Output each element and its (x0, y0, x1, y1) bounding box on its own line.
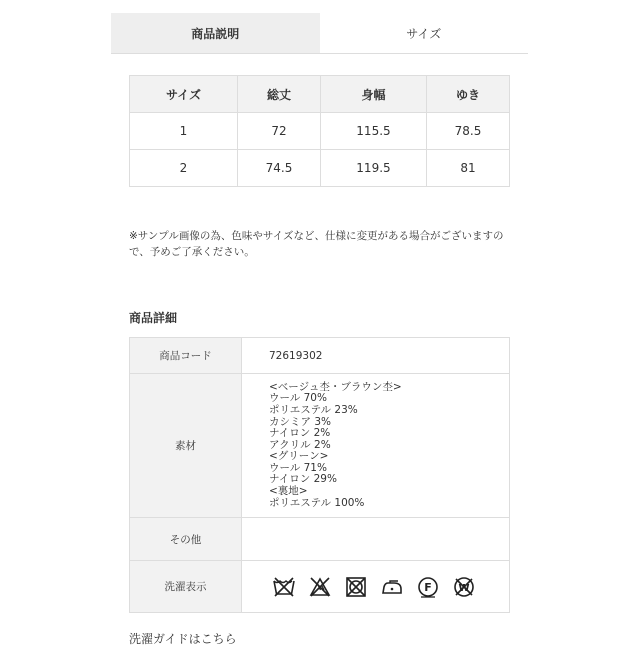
table-row (130, 338, 510, 374)
material-line: <裏地> (269, 485, 308, 498)
column-header: 総丈 (237, 76, 320, 113)
table-row (130, 374, 510, 518)
tab-bar (111, 13, 528, 54)
table-row (130, 113, 510, 150)
care-icon-row (272, 575, 509, 599)
material-line: アクリル 2% (269, 438, 331, 451)
column-header: ゆき (426, 76, 509, 113)
material-line: カシミア 3% (269, 415, 331, 428)
product-code-value: 72619302 (242, 338, 510, 374)
table-row (130, 150, 510, 187)
table-cell: 72 (237, 113, 320, 150)
no-tumble-dry-icon (344, 575, 368, 599)
size-table (129, 75, 510, 187)
iron-low-icon (380, 575, 404, 599)
washing-guide-link[interactable]: 洗濯ガイドはこちら (129, 632, 237, 646)
material-label: 素材 (130, 374, 242, 518)
size-table-header (130, 76, 510, 113)
no-bleach-icon (308, 575, 332, 599)
table-cell: 78.5 (426, 113, 509, 150)
column-header: 身幅 (321, 76, 427, 113)
dry-clean-f-icon (416, 575, 440, 599)
table-cell: 2 (130, 150, 238, 187)
table-cell: 74.5 (237, 150, 320, 187)
svg-text:F: F (424, 580, 432, 594)
material-line: ウール 71% (269, 461, 327, 474)
table-cell: 81 (426, 150, 509, 187)
table-cell: 1 (130, 113, 238, 150)
material-line: ポリエステル 23% (269, 403, 358, 416)
material-line: <ベージュ杢・ブラウン杢> (269, 380, 402, 393)
material-line: ナイロン 29% (269, 473, 337, 486)
material-line: ウール 70% (269, 392, 327, 405)
column-header: サイズ (130, 76, 238, 113)
material-line: ナイロン 2% (269, 427, 331, 440)
other-label: その他 (130, 518, 242, 561)
tab-description[interactable]: 商品説明 (111, 13, 320, 53)
table-row (130, 561, 510, 613)
details-title: 商品詳細 (129, 311, 178, 325)
other-value (242, 518, 510, 561)
product-code-label: 商品コード (130, 338, 242, 374)
no-wet-clean-icon (452, 575, 476, 599)
table-cell: 119.5 (321, 150, 427, 187)
washing-icons-cell (242, 561, 510, 613)
no-wash-icon (272, 575, 296, 599)
material-value (242, 374, 510, 518)
washing-label: 洗濯表示 (130, 561, 242, 613)
table-cell: 115.5 (321, 113, 427, 150)
material-line: <グリーン> (269, 450, 329, 463)
svg-text:W: W (458, 582, 470, 594)
material-line: ポリエステル 100% (269, 496, 365, 509)
details-table (129, 337, 510, 613)
sample-image-note: ※サンプル画像の為、色味やサイズなど、仕様に変更がある場合がございますので、予めご了承ください。 (129, 230, 504, 258)
table-row (130, 518, 510, 561)
tab-size[interactable]: サイズ (320, 13, 529, 53)
